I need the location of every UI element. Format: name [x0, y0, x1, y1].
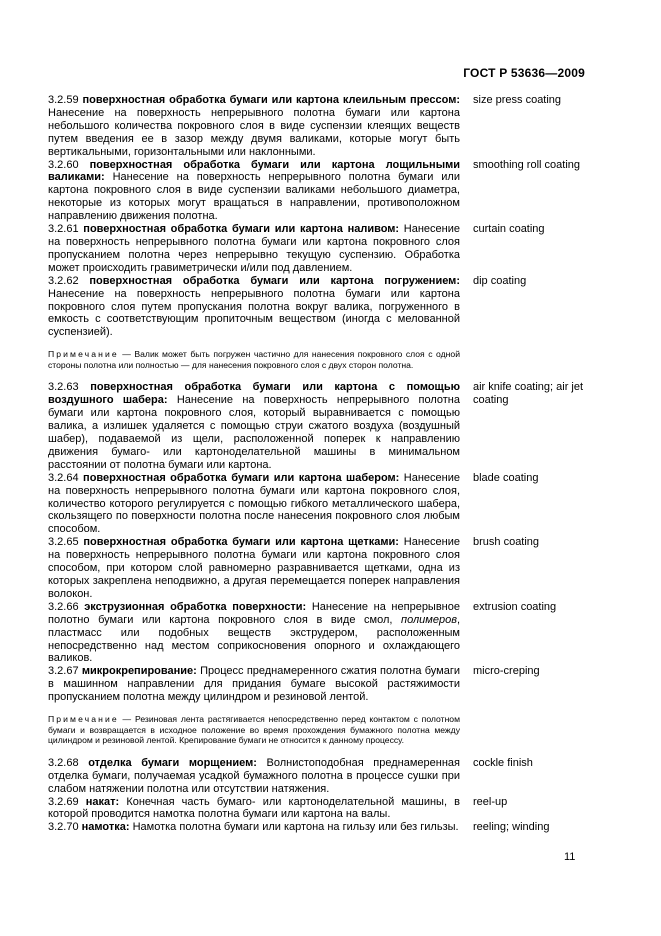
term-definition: [48, 536, 460, 601]
term-text: Волнистоподобная преднамеренная отделка бумаги, получаемая усадкой бумажного полотна в процессе сушки при слабом натяжении полотна или отсутствии натяжения.: [48, 756, 460, 795]
term-name: микрокрепирование:: [81, 665, 197, 678]
term-text-italic: полимеров: [401, 613, 457, 626]
term-text: Нанесение на поверхность непрерывного полотна бумаги или картона покровного слоя способом, при котором слой равномерно разравнивается щетками, одна из которых закреплена неподвижно, а другая перемещается поперек направления волокон.: [48, 536, 460, 600]
english-equivalent: curtain coating: [473, 223, 545, 236]
term-definition: [48, 94, 460, 159]
term-name: отделка бумаги морщением:: [88, 756, 257, 769]
term-name: поверхностная обработка бумаги или картона лощильными валиками:: [48, 158, 460, 184]
term-name: накат:: [85, 795, 120, 808]
english-equivalent: blade coating: [473, 471, 539, 484]
term-text: Нанесение на поверхность непрерывного полотна бумаги или картона покровного слоя пропусканием полотна через непрерывно текущую суспензию. Обработка может происходить гравиметрически и/или под давлением.: [48, 223, 460, 274]
entry-3-2-61: [48, 223, 588, 275]
term-number: 3.2.68: [48, 756, 79, 769]
term-name: поверхностная обработка бумаги или картона наливом:: [83, 223, 400, 236]
english-equivalent: reel-up: [473, 795, 508, 808]
english-equivalent: reeling; winding: [473, 821, 550, 834]
standard-number: ГОСТ Р 53636—2009: [463, 66, 585, 80]
term-number: 3.2.62: [48, 274, 79, 287]
term-name: поверхностная обработка бумаги или картона с помощью воздушного шабера:: [48, 381, 460, 407]
note: [48, 349, 460, 370]
entry-3-2-70: [48, 821, 588, 834]
english-equivalent: air knife coating; air jet coating: [473, 381, 584, 407]
english-equivalent: smoothing roll coating: [473, 158, 581, 171]
term-name: поверхностная обработка бумаги или картона шабером:: [83, 471, 400, 484]
term-text: Нанесение на поверхность непрерывного полотна бумаги или картона покровного слоя, количество которого регулируется с помощью гибкого металлического шабера, скользящего по поверхности полотна после нанесения покровного слоя любым способом.: [48, 471, 461, 536]
term-text-rest: , пластмасс или подобных веществ экструдером, расположенным непосредственно над местом соприкосновения опорного и охлаждающего валиков.: [48, 613, 460, 665]
term-number: 3.2.66: [48, 600, 79, 613]
term-number: 3.2.65: [48, 536, 79, 549]
note-dash: —: [118, 714, 135, 725]
page-number: 11: [564, 851, 576, 863]
note-text: Валик может быть погружен частично для нанесения покровного слоя с одной стороны полотна или полностью — для нанесения покровного слоя с двух сторон полотна.: [48, 349, 460, 370]
term-definition: [48, 159, 460, 224]
note-label: Примечание: [48, 349, 119, 360]
entry-3-2-66: [48, 601, 588, 666]
term-number: 3.2.69: [48, 795, 79, 808]
english-equivalent: micro-creping: [473, 665, 540, 678]
term-definition: [48, 275, 460, 340]
english-equivalent: extrusion coating: [473, 600, 557, 613]
note: [48, 714, 460, 746]
english-equivalent: size press coating: [473, 94, 562, 106]
term-definition: [48, 472, 460, 537]
english-equivalent: dip coating: [473, 274, 527, 287]
term-definition: [48, 601, 460, 666]
entry-3-2-62: [48, 275, 588, 340]
term-text: Нанесение на непрерывное полотно бумаги или картона покровного слоя в виде смол,: [48, 600, 460, 626]
term-definition: [48, 381, 460, 471]
term-number: 3.2.67: [48, 665, 79, 678]
term-definition: [48, 757, 460, 796]
entry-3-2-68: [48, 757, 588, 796]
entry-3-2-60: [48, 159, 588, 224]
term-definition: [48, 665, 460, 704]
entry-3-2-69: [48, 796, 588, 822]
term-number: 3.2.64: [48, 471, 79, 484]
term-name: поверхностная обработка бумаги или картона щетками:: [83, 536, 399, 549]
term-name: намотка:: [81, 821, 130, 834]
entry-3-2-64: [48, 472, 588, 537]
english-equivalent: brush coating: [473, 536, 540, 549]
entry-3-2-65: [48, 536, 588, 601]
entry-3-2-63: [48, 381, 588, 471]
term-text: Конечная часть бумаго- или картоноделательной машины, в которой проводится намотка полотна бумаги или картона на валы.: [48, 795, 460, 821]
term-text: Нанесение на поверхность непрерывного полотна бумаги или картона покровного слоя в виде суспензии валиками небольшого диаметра, некоторые из которых могут вращаться в направлении, противоположном направлению движения полотна.: [48, 171, 460, 223]
entry-3-2-67: [48, 665, 588, 704]
note-dash: —: [118, 349, 135, 360]
term-text: Нанесение на поверхность непрерывного полотна бумаги или картона небольшого количества покровного слоя в виде суспензии клеящих веществ путем введения ее в зазор между двумя валиками, которые могут быть вертикальными, горизонтальными или наклонными.: [48, 106, 460, 158]
term-definition: [48, 821, 460, 834]
term-text: Нанесение на поверхность непрерывного полотна бумаги или картона покровного слоя, который выравнивается с помощью валика, а излишек удаляется с помощью струи сжатого воздуха (воздушный шабер), подаваемой из щели, расположенной поперек к направлению движения бумаго- или картоноделательной машины в минимальном расстоянии от полотна бумаги или картона.: [48, 394, 461, 471]
term-text: Нанесение на поверхность непрерывного полотна бумаги или картона покровного слоя путем пропускания полотна вокруг валика, погруженного в емкость с соответствующим пропиточным веществом (иногда с мелованной суспензией).: [48, 287, 460, 339]
term-number: 3.2.60: [48, 158, 79, 171]
entry-3-2-59: [48, 94, 588, 159]
glossary-content: [48, 94, 588, 834]
term-number: 3.2.59: [48, 94, 79, 106]
english-equivalent: cockle finish: [473, 756, 533, 769]
term-number: 3.2.70: [48, 821, 79, 834]
note-label: Примечание: [48, 714, 119, 725]
term-name: поверхностная обработка бумаги или картона погружением:: [89, 274, 460, 287]
term-name: поверхностная обработка бумаги или картона клеильным прессом:: [82, 94, 461, 106]
term-name: экструзионная обработка поверхности:: [84, 600, 307, 613]
term-definition: [48, 796, 460, 822]
term-number: 3.2.63: [48, 381, 79, 394]
term-text: Процесс преднамеренного сжатия полотна бумаги в машинном направлении для придания бумаге высокой растяжимости пропусканием полотна между цилиндром и резиновой лентой.: [48, 665, 461, 704]
term-text: Намотка полотна бумаги или картона на гильзу или без гильзы.: [132, 821, 459, 834]
note-text: Резиновая лента растягивается непосредственно перед контактом с полотном бумаги и возвращается в исходное положение во время прохождения бумажного полотна между цилиндром и резиновой лентой. Крепирование бумаги не относится к данному процессу.: [48, 714, 460, 746]
term-definition: [48, 223, 460, 275]
term-number: 3.2.61: [48, 223, 79, 236]
